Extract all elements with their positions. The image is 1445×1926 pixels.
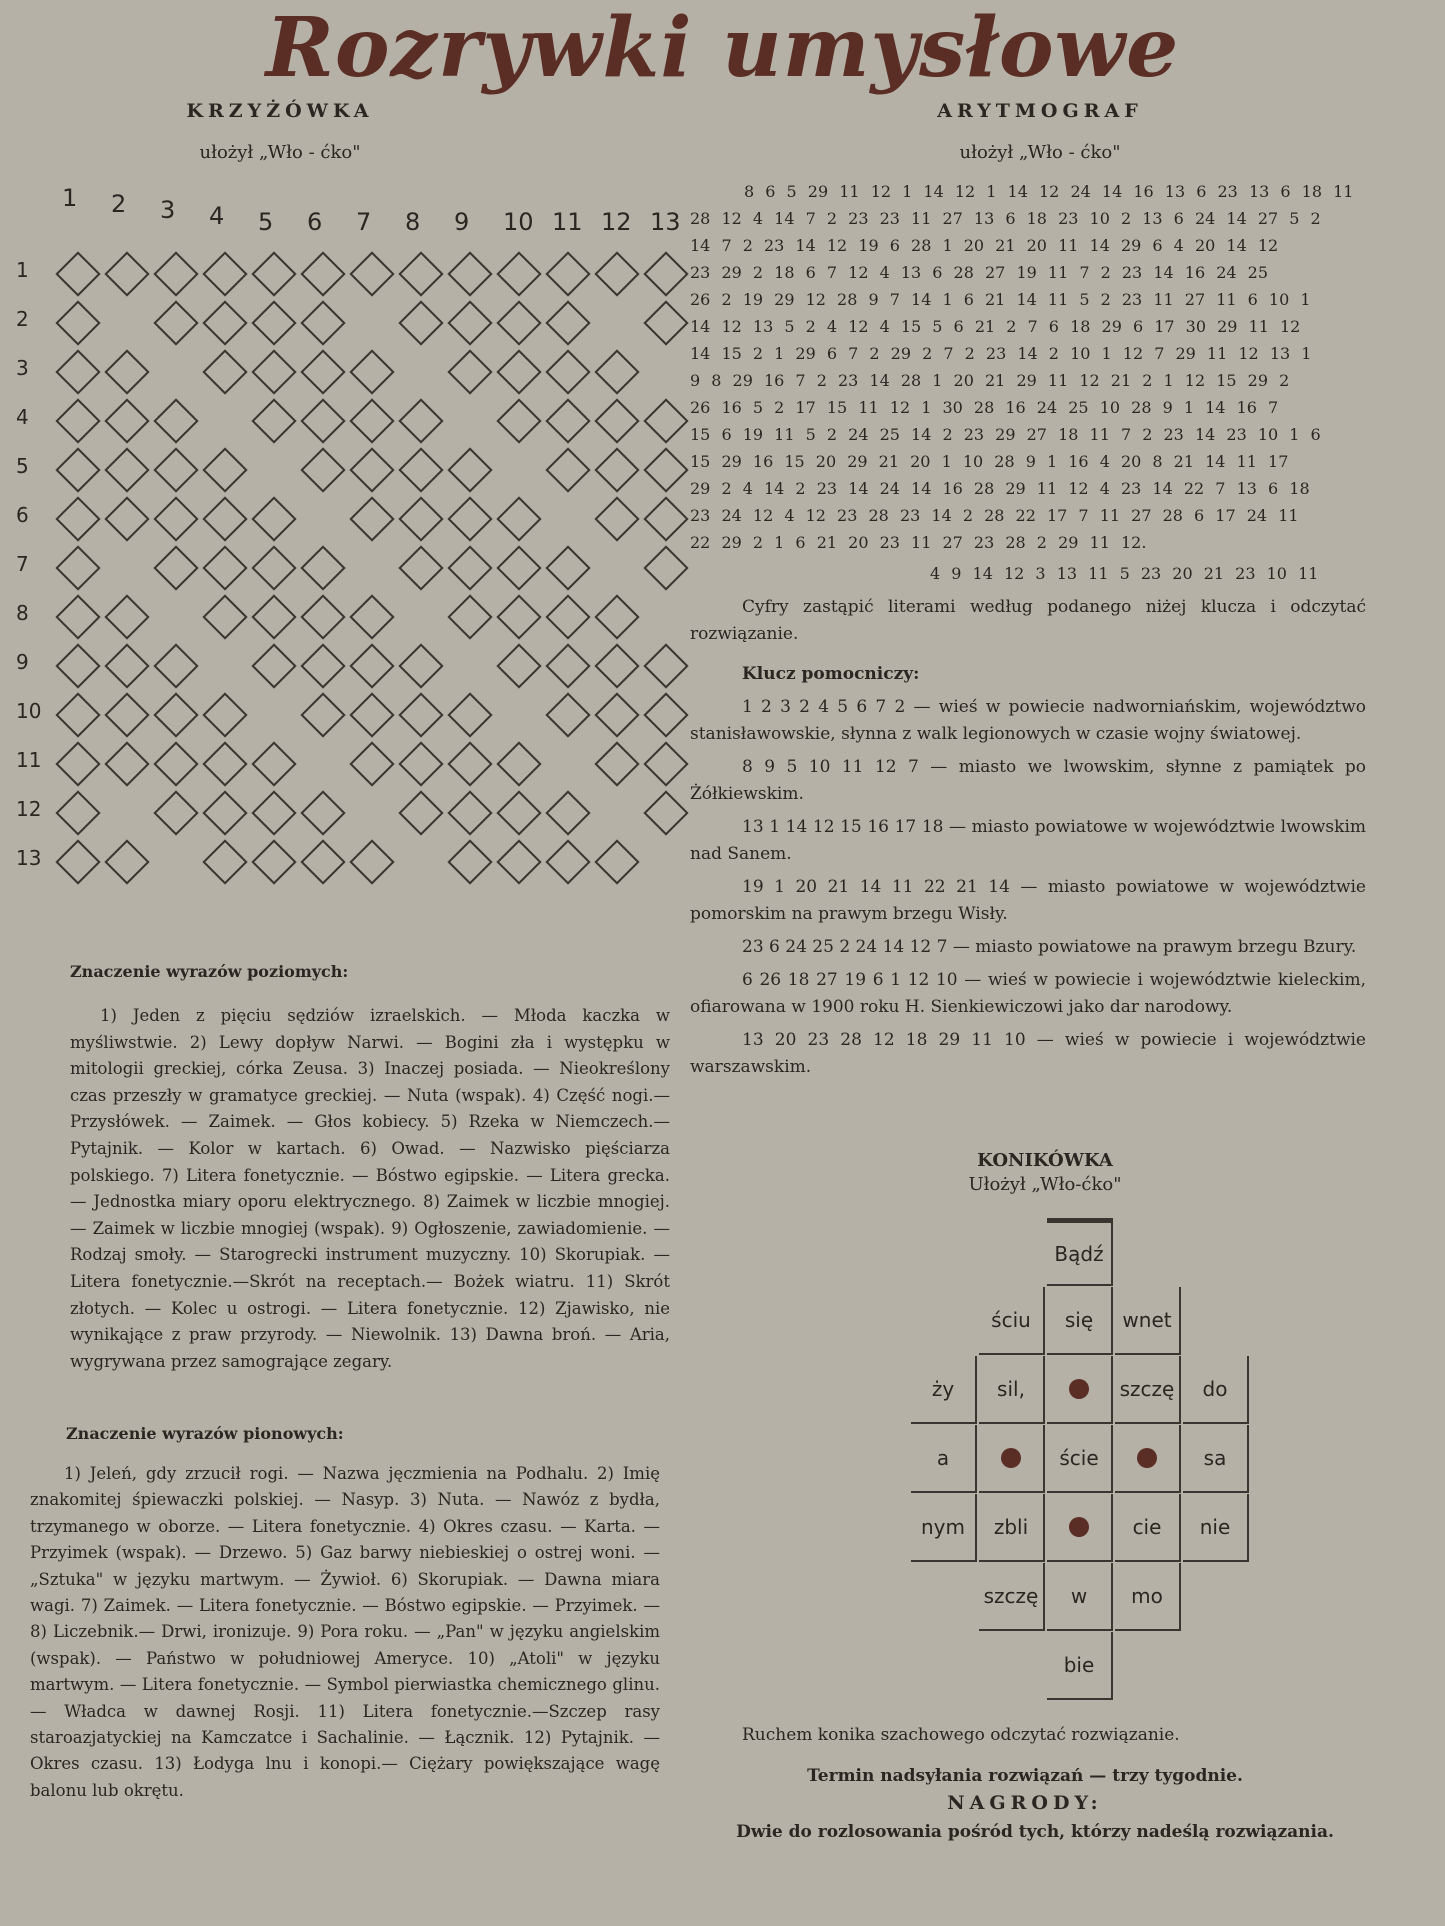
knight-cell-text: ście [1059,1446,1099,1470]
arytmograf-line: 26 16 5 2 17 15 11 12 1 30 28 16 24 25 10 28 9 1 14 16 7 [690,398,1279,417]
row-number: 3 [16,356,29,380]
crossword-cell[interactable] [55,251,100,296]
crossword-cell[interactable] [545,643,590,688]
knight-cell[interactable] [1047,1494,1113,1562]
crossword-cell[interactable] [153,545,198,590]
col-number: 9 [454,208,470,236]
knight-cell[interactable] [911,1494,977,1562]
crossword-cell[interactable] [251,398,296,443]
crossword-cell[interactable] [349,398,394,443]
horizontal-heading: Znaczenie wyrazów poziomych: [70,962,349,981]
knight-cell-text: cie [1132,1515,1162,1539]
crossword-cell[interactable] [300,790,345,835]
knight-cell-text: bie [1063,1653,1095,1677]
crossword-heading: KRZYŻÓWKA [186,100,374,122]
prizes-text: Dwie do rozlosowania pośród tych, którzy nadeślą rozwiązania. [736,1822,1334,1842]
crossword-grid [16,184,681,1020]
crossword-cell[interactable] [202,349,247,394]
crossword-cell[interactable] [104,643,149,688]
vertical-heading: Znaczenie wyrazów pionowych: [66,1424,344,1443]
arytmograf-line: 14 12 13 5 2 4 12 4 15 5 6 21 2 7 6 18 29 6 17 30 29 11 12 [690,317,1301,336]
col-number: 11 [552,208,583,236]
crossword-cell[interactable] [643,790,688,835]
knight-cell-text: się [1064,1308,1094,1332]
knight-cell-text: mo [1131,1584,1163,1608]
knight-cell-text: sil, [997,1377,1025,1401]
arytmograf-line: 8 6 5 29 11 12 1 14 12 1 14 12 24 14 16 13 6 23 13 6 18 11 [744,182,1354,201]
knight-cell-text: a [936,1446,950,1470]
crossword-cell[interactable] [300,692,345,737]
crossword-cell[interactable] [496,839,541,884]
crossword-cell[interactable] [398,545,443,590]
knight-cell[interactable] [1183,1494,1249,1562]
crossword-cell[interactable] [398,643,443,688]
knight-cell-text: do [1202,1377,1228,1401]
crossword-cell[interactable] [594,447,639,492]
crossword-cell[interactable] [202,496,247,541]
crossword-cell[interactable] [153,398,198,443]
crossword-cell[interactable] [447,251,492,296]
key-list [690,694,1366,1087]
crossword-cell[interactable] [398,496,443,541]
crossword-cell[interactable] [349,594,394,639]
crossword-cell[interactable] [349,496,394,541]
row-number: 4 [16,405,29,429]
knight-cell[interactable] [1115,1356,1181,1424]
arytmograf-line: 4 9 14 12 3 13 11 5 23 20 21 23 10 11 [930,564,1319,583]
vertical-clues [30,1424,660,1804]
knight-cell-text: ściu [991,1308,1031,1332]
knight-cell[interactable] [911,1356,977,1424]
crossword-cell[interactable] [545,839,590,884]
arytmograf-author: ułożył „Wło - ćko" [959,142,1121,163]
crossword-cell[interactable] [594,643,639,688]
crossword-cell[interactable] [447,349,492,394]
crossword-cell[interactable] [104,251,149,296]
crossword-cell[interactable] [545,398,590,443]
crossword-cell[interactable] [251,594,296,639]
crossword-cell[interactable] [104,594,149,639]
crossword-cell[interactable] [594,496,639,541]
crossword-cell[interactable] [104,741,149,786]
crossword-cell[interactable] [398,251,443,296]
row-number: 2 [16,307,29,331]
horizontal-text: 1) Jeden z pięciu sędziów izraelskich. — Młoda kaczka w myśliwstwie. 2) Lewy dopływ Narwi. — Bogini zła i występku w mitologii greckiej, córka Zeusa. 3) Inaczej posiada. — Nieokreślony czas przeszły w gramatyce greckiej. — Nuta (wspak). 4) Część nogi.— Przysłówek. — Zaimek. — Głos kobiecy. 5) Rzeka w Niemczech.— Pytajnik. — Kolor w kartach. 6) Owad. — Nazwisko pięściarza polskiego. 7) Litera fonetycznie. — Bóstwo egipskie. — Litera grecka. — Jednostka miary oporu elektrycznego. 8) Zaimek w liczbie mnogiej. — Zaimek w liczbie mnogiej (wspak). 9) Ogłoszenie, zawiadomienie. — Rodzaj smoły. — Starogrecki instrument muzyczny. 10) Skorupiak. — Litera fonetycznie.—Skrót na receptach.— Bożek wiatru. 11) Skrót złotych. — Kolec u ostrogi. — Litera fonetycznie. 12) Zjawisko, nie wynikające z praw przyrody. — Niewolnik. 13) Dawna broń. — Aria, wygrywana przez samogrające zegary. [70,1006,670,1371]
horizontal-clues [70,962,670,1375]
crossword-cell[interactable] [251,643,296,688]
arytmograf-line: 22 29 2 1 6 21 20 23 11 27 23 28 2 29 11 12. [690,533,1147,552]
knight-cell-text: wnet [1122,1308,1172,1332]
crossword-cell[interactable] [496,594,541,639]
crossword-cell[interactable] [349,349,394,394]
crossword-cell[interactable] [202,741,247,786]
knight-cell[interactable] [1047,1356,1113,1424]
crossword-cell[interactable] [153,496,198,541]
crossword-cell[interactable] [104,839,149,884]
col-number: 10 [503,208,534,236]
row-number: 9 [16,650,29,674]
crossword-cell[interactable] [104,447,149,492]
crossword-cell[interactable] [545,251,590,296]
knight-cell[interactable] [911,1425,977,1493]
crossword-cell[interactable] [447,300,492,345]
crossword-cell[interactable] [545,545,590,590]
col-number: 8 [405,208,421,236]
arytmograf-numbers [690,178,1370,587]
knight-cell-text: nym [921,1515,965,1539]
key-item: 23 6 24 25 2 24 14 12 7 — miasto powiatowe na prawym brzegu Bzury. [742,937,1357,957]
crossword-cell[interactable] [447,741,492,786]
row-number: 5 [16,454,29,478]
crossword-cell[interactable] [153,300,198,345]
row-number: 7 [16,552,29,576]
crossword-cell[interactable] [153,741,198,786]
knight-cell[interactable] [1183,1425,1249,1493]
row-number: 10 [16,699,42,723]
crossword-cell[interactable] [643,545,688,590]
crossword-cell[interactable] [496,741,541,786]
arytmograf-line: 15 29 16 15 20 29 21 20 1 10 28 9 1 16 4 20 8 21 14 11 17 [690,452,1289,471]
arytmograf-line: 14 7 2 23 14 12 19 6 28 1 20 21 20 11 14 29 6 4 20 14 12 [690,236,1279,255]
crossword-cell[interactable] [300,349,345,394]
arytmograf-line: 14 15 2 1 29 6 7 2 29 2 7 2 23 14 2 10 1 12 7 29 11 12 13 1 [690,344,1312,363]
arytmograf-line: 26 2 19 29 12 28 9 7 14 1 6 21 14 11 5 2 23 11 27 11 6 10 1 [690,290,1311,309]
crossword-cell[interactable] [349,741,394,786]
crossword-cell[interactable] [55,692,100,737]
knight-cell[interactable] [1115,1425,1181,1493]
crossword-cell[interactable] [55,839,100,884]
knight-cell[interactable] [1047,1287,1113,1355]
key-item: 13 1 14 12 15 16 17 18 — miasto powiatowe w województwie lwowskim nad Sanem. [690,817,1366,864]
row-number: 8 [16,601,29,625]
crossword-cell[interactable] [349,251,394,296]
crossword-cell[interactable] [496,643,541,688]
key-item: 13 20 23 28 12 18 29 11 10 — wieś w powiecie i województwie warszawskim. [690,1030,1366,1077]
crossword-cell[interactable] [447,496,492,541]
knight-cell[interactable] [979,1494,1045,1562]
crossword-cell[interactable] [349,447,394,492]
crossword-cell[interactable] [300,300,345,345]
crossword-cell[interactable] [496,251,541,296]
crossword-cell[interactable] [398,692,443,737]
crossword-cell[interactable] [300,398,345,443]
crossword-cell[interactable] [202,545,247,590]
crossword-cell[interactable] [496,398,541,443]
crossword-cell[interactable] [251,790,296,835]
knight-cell[interactable] [979,1425,1045,1493]
crossword-cell[interactable] [153,643,198,688]
knight-cell-text: ży [931,1377,955,1401]
crossword-cell[interactable] [104,692,149,737]
arytmograf-line: 29 2 4 14 2 23 14 24 14 16 28 29 11 12 4 23 14 22 7 13 6 18 [690,479,1310,498]
crossword-cell[interactable] [447,447,492,492]
crossword-cell[interactable] [349,692,394,737]
knight-dot [1069,1517,1089,1537]
row-number: 6 [16,503,29,527]
crossword-cell[interactable] [202,300,247,345]
crossword-cell[interactable] [55,447,100,492]
crossword-cell[interactable] [398,398,443,443]
page-title: Rozrywki umysłowe [265,0,1180,96]
knight-cell-text: sa [1203,1446,1227,1470]
crossword-cell[interactable] [349,643,394,688]
crossword-cell[interactable] [643,251,688,296]
crossword-cell[interactable] [398,447,443,492]
knight-cell-text: nie [1199,1515,1231,1539]
knight-cell[interactable] [1183,1356,1249,1424]
crossword-cell[interactable] [349,839,394,884]
knight-cell[interactable] [1047,1218,1113,1286]
crossword-cell[interactable] [55,741,100,786]
konikowka-heading: KONIKÓWKA [977,1150,1113,1171]
crossword-cell[interactable] [104,496,149,541]
crossword-cell[interactable] [447,790,492,835]
crossword-cell[interactable] [398,790,443,835]
crossword-cell[interactable] [398,300,443,345]
crossword-cell[interactable] [251,839,296,884]
knight-cell-text: szczę [1119,1377,1175,1401]
col-number: 7 [356,208,372,236]
arytmograf-line: 23 24 12 4 12 23 28 23 14 2 28 22 17 7 11 27 28 6 17 24 11 [690,506,1299,525]
knight-cell-text: Bądź [1054,1241,1104,1266]
key-item: 6 26 18 27 19 6 1 12 10 — wieś w powiecie i województwie kieleckim, ofiarowana w 1900 roku H. Sienkiewiczowi jako dar narodowy. [690,970,1366,1017]
crossword-cell[interactable] [545,594,590,639]
crossword-cell[interactable] [643,643,688,688]
key-item: 1 2 3 2 4 5 6 7 2 — wieś w powiecie nadworniańskim, województwo stanisławowskie, słynna z walk legionowych w czasie wojny światowej. [690,697,1366,744]
knight-cell[interactable] [979,1563,1045,1631]
crossword-cell[interactable] [251,496,296,541]
arytmograf-instruction: Cyfry zastąpić literami według podanego niżej klucza i odczytać rozwiązanie. [690,597,1366,644]
row-number: 1 [16,258,29,282]
row-number: 11 [16,748,42,772]
knight-cell[interactable] [979,1356,1045,1424]
knight-cell-text: zbli [993,1515,1029,1539]
col-number: 4 [209,202,225,230]
crossword-cell[interactable] [251,251,296,296]
col-number: 6 [307,208,323,236]
crossword-cell[interactable] [55,643,100,688]
crossword-cell[interactable] [643,496,688,541]
vertical-text: 1) Jeleń, gdy zrzucił rogi. — Nazwa jęczmienia na Podhalu. 2) Imię znakomitej śpiewaczki polskiej. — Nasyp. 3) Nuta. — Nawóz z bydła, trzymanego w oborze. — Litera fonetycznie. 4) Okres czasu. — Karta. — Przyimek (wspak). — Drzewo. 5) Gaz barwy niebieskiej o ostrej woni. — „Sztuka" w języku martwym. — Żywioł. 6) Skorupiak. — Dawna miara wagi. 7) Zaimek. — Litera fonetycznie. — Bóstwo egipskie. — Przyimek. — 8) Liczebnik.— Drwi, ironizuje. 9) Pora roku. — „Pan" w języku angielskim (wspak). — Państwo w południowej Ameryce. 10) „Atoli" w języku martwym. — Litera fonetycznie. — Symbol pierwiastka chemicznego glinu. — Władca w dawnej Rosji. 11) Litera fonetycznie.—Szczep rasy staroazjatyckiej na Kamczatce i Sachalinie. — Łącznik. 12) Pytajnik. — Okres czasu. 13) Łodyga lnu i konopi.— Ciężary powiększające wagę balonu lub okrętu. [30,1464,660,1800]
col-number: 12 [601,208,632,236]
crossword-cell[interactable] [202,447,247,492]
crossword-cell[interactable] [594,251,639,296]
col-number: 13 [650,208,681,236]
crossword-cell[interactable] [643,300,688,345]
col-number: 5 [258,208,274,236]
crossword-cell[interactable] [153,447,198,492]
crossword-cell[interactable] [300,594,345,639]
crossword-cell[interactable] [55,545,100,590]
crossword-cell[interactable] [594,741,639,786]
crossword-cell[interactable] [398,741,443,786]
knight-cell-text: w [1070,1584,1088,1608]
crossword-cell[interactable] [202,790,247,835]
row-number: 13 [16,846,42,870]
crossword-cell[interactable] [104,349,149,394]
arytmograf-line: 15 6 19 11 5 2 24 25 14 2 23 29 27 18 11 7 2 23 14 23 10 1 6 [690,425,1321,444]
crossword-cell[interactable] [643,447,688,492]
knight-cell[interactable] [1047,1632,1113,1700]
crossword-cell[interactable] [251,349,296,394]
arytmograf-heading: ARYTMOGRAF [937,100,1143,122]
crossword-cell[interactable] [55,398,100,443]
crossword-cell[interactable] [545,790,590,835]
knight-cell[interactable] [1115,1287,1181,1355]
crossword-cell[interactable] [594,594,639,639]
knight-cell[interactable] [1047,1425,1113,1493]
crossword-cell[interactable] [447,692,492,737]
crossword-cell[interactable] [643,692,688,737]
crossword-cell[interactable] [545,300,590,345]
col-number: 3 [160,196,176,224]
crossword-cell[interactable] [496,349,541,394]
crossword-cell[interactable] [55,496,100,541]
crossword-cell[interactable] [153,692,198,737]
crossword-cell[interactable] [202,839,247,884]
crossword-cell[interactable] [300,545,345,590]
konikowka-instruction: Ruchem konika szachowego odczytać rozwiązanie. [742,1725,1180,1745]
crossword-cell[interactable] [545,447,590,492]
crossword-cell[interactable] [55,790,100,835]
knight-dot [1069,1379,1089,1399]
crossword-cell[interactable] [153,251,198,296]
crossword-cell[interactable] [300,251,345,296]
konikowka-author: Ułożył „Wło-ćko" [968,1174,1122,1195]
crossword-cell[interactable] [251,545,296,590]
arytmograf-line: 28 12 4 14 7 2 23 23 11 27 13 6 18 23 10 2 13 6 24 14 27 5 2 [690,209,1321,228]
crossword-cell[interactable] [594,839,639,884]
key-item: 19 1 20 21 14 11 22 21 14 — miasto powiatowe w województwie pomorskim na prawym brzegu Wisły. [690,877,1366,924]
knight-cell[interactable] [1047,1563,1113,1631]
crossword-cell[interactable] [300,643,345,688]
crossword-cell[interactable] [496,496,541,541]
crossword-cell[interactable] [153,790,198,835]
crossword-cell[interactable] [545,692,590,737]
crossword-cell[interactable] [251,300,296,345]
knight-cell-text: szczę [983,1584,1039,1608]
prizes-heading: NAGRODY: [947,1792,1103,1814]
crossword-cell[interactable] [202,251,247,296]
knight-dot [1137,1448,1157,1468]
crossword-cell[interactable] [55,349,100,394]
knight-cell[interactable] [1115,1494,1181,1562]
crossword-cell[interactable] [496,790,541,835]
crossword-cell[interactable] [496,300,541,345]
knight-cell[interactable] [979,1287,1045,1355]
arytmograf-line: 23 29 2 18 6 7 12 4 13 6 28 27 19 11 7 2 23 14 16 24 25 [690,263,1269,282]
crossword-cell[interactable] [251,741,296,786]
key-item: 8 9 5 10 11 12 7 — miasto we lwowskim, słynne z pamiątek po Żółkiewskim. [690,757,1366,804]
crossword-cell[interactable] [643,741,688,786]
crossword-cell[interactable] [594,349,639,394]
col-number: 1 [62,184,78,212]
crossword-cell[interactable] [447,839,492,884]
crossword-cell[interactable] [594,398,639,443]
knight-cell[interactable] [1115,1563,1181,1631]
crossword-cell[interactable] [447,594,492,639]
crossword-cell[interactable] [300,839,345,884]
crossword-cell[interactable] [643,398,688,443]
crossword-cell[interactable] [104,398,149,443]
crossword-cell[interactable] [496,545,541,590]
arytmograf-line: 9 8 29 16 7 2 23 14 28 1 20 21 29 11 12 21 2 1 12 15 29 2 [690,371,1290,390]
crossword-cell[interactable] [447,545,492,590]
crossword-cell[interactable] [594,692,639,737]
crossword-cell[interactable] [202,692,247,737]
col-number: 2 [111,190,127,218]
crossword-cell[interactable] [202,594,247,639]
knight-dot [1001,1448,1021,1468]
crossword-cell[interactable] [545,349,590,394]
crossword-cell[interactable] [55,594,100,639]
crossword-author: ułożył „Wło - ćko" [199,142,361,163]
row-number: 12 [16,797,42,821]
deadline: Termin nadsyłania rozwiązań — trzy tygodnie. [807,1766,1243,1786]
crossword-cell[interactable] [55,300,100,345]
crossword-cell[interactable] [300,447,345,492]
key-heading: Klucz pomocniczy: [742,664,920,684]
